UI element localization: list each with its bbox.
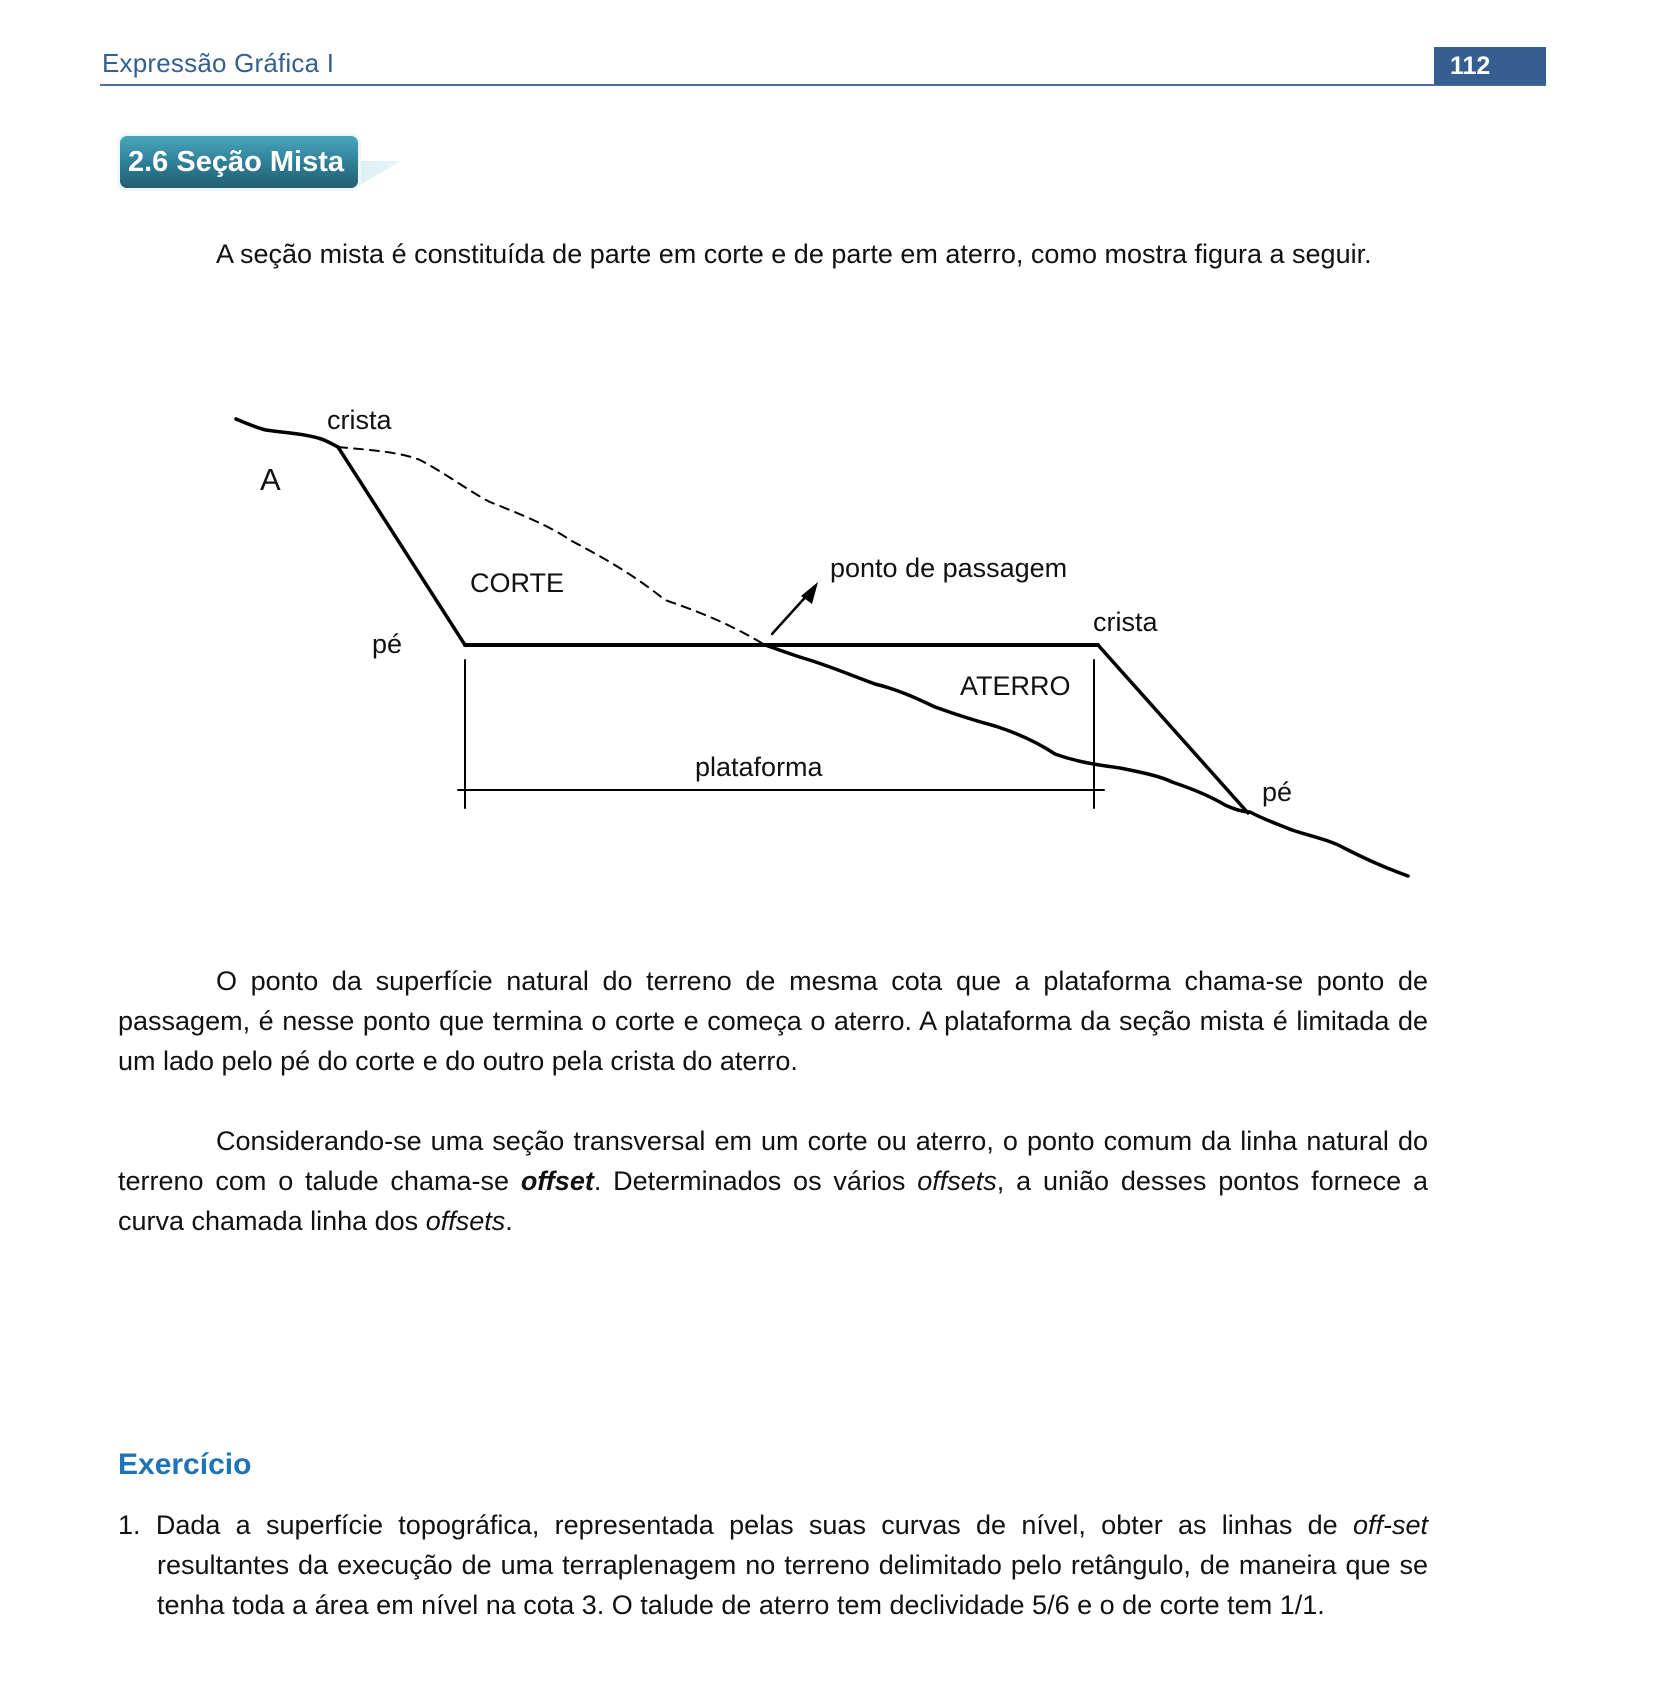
p3-text-a: Considerando-se uma seção transversal em um corte ou aterro, o ponto comum da linha natural do terreno com o talude chama-se <box>118 1126 1428 1196</box>
label-pe-left: pé <box>372 629 403 659</box>
exercise-text-b: resultantes da execução de uma terraplenagem no terreno delimitado pelo retângulo, de maneira que se tenha toda a área em nível na cota 3. O talude de aterro tem declividade 5/6 e o de corte tem 1/1. <box>157 1550 1428 1620</box>
p3-text-c: , a união desses pontos fornece a curva chamada linha dos <box>118 1166 1429 1236</box>
cut-slope <box>338 447 465 645</box>
running-header-title: Expressão Gráfica I <box>102 48 335 78</box>
label-aterro: ATERRO <box>960 671 1071 701</box>
fill-slope <box>1098 645 1248 813</box>
intro-text: A seção mista é constituída de parte em corte e de parte em aterro, como mostra figura a seguir. <box>216 239 1372 269</box>
label-crista-right: crista <box>1093 607 1158 637</box>
paragraph2-text: O ponto da superfície natural do terreno de mesma cota que a plataforma chama-se ponto de passagem, é nesse ponto que termina o corte e começa o aterro. A plataforma da seção mista é limitada de um lado pelo pé do corte e do outro pela crista do aterro. <box>118 966 1428 1076</box>
natural-terrain-right <box>765 645 1408 876</box>
label-a: A <box>260 462 281 497</box>
label-corte: CORTE <box>470 568 565 598</box>
paragraph-offset <box>118 1121 1428 1241</box>
p3-text-b: . Determinados os vários <box>593 1166 918 1196</box>
exercise-heading: Exercício <box>118 1448 252 1481</box>
natural-terrain-left <box>236 419 338 447</box>
p3-text-d: . <box>505 1206 513 1236</box>
term-offsets-2: offsets <box>425 1206 506 1236</box>
term-offsets-1: offsets <box>917 1166 997 1196</box>
exercise-text-a: Dada a superfície topográfica, representada pelas suas curvas de nível, obter as linhas de <box>140 1510 1353 1540</box>
section-heading: 2.6 Seção Mista <box>120 136 358 188</box>
exercise-item-number: 1. <box>118 1510 141 1540</box>
label-crista-left: crista <box>327 405 392 435</box>
label-plataforma: plataforma <box>695 752 823 782</box>
term-offset: offset <box>520 1166 594 1196</box>
exercise-item-1 <box>118 1505 1428 1625</box>
label-pe-right: pé <box>1262 777 1293 807</box>
page-number-badge: 112 <box>1434 47 1546 85</box>
paragraph-ponto-de-passagem <box>118 961 1428 1081</box>
label-ponto-de-passagem: ponto de passagem <box>830 553 1068 583</box>
term-off-set: off-set <box>1352 1510 1428 1540</box>
